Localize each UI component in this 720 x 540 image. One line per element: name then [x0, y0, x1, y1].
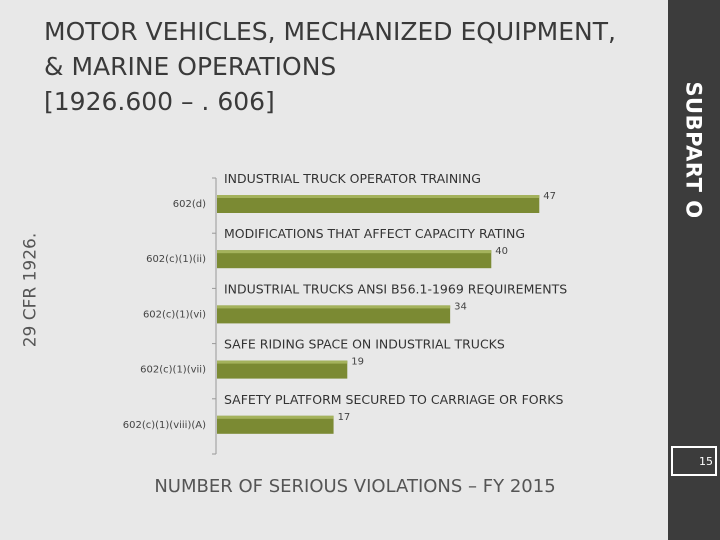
bar-title-label: SAFE RIDING SPACE ON INDUSTRIAL TRUCKS [224, 336, 505, 352]
data-label: 47 [543, 191, 557, 202]
bar-title-label: INDUSTRIAL TRUCK OPERATOR TRAINING [224, 171, 481, 186]
data-label: 40 [495, 246, 509, 258]
subpart-label-wrap [668, 0, 720, 300]
bar-highlight [217, 195, 539, 198]
category-label: 602(c)(1)(ii) [146, 254, 206, 266]
subpart-label: SUBPART O [682, 81, 706, 219]
title-line-2: & MARINE OPERATIONS [44, 52, 337, 81]
page-number-box [671, 446, 717, 476]
bar-highlight [217, 361, 347, 364]
cfr-label: 29 CFR 1926. [20, 232, 41, 348]
category-label: 602(d) [172, 199, 206, 210]
bar-highlight [217, 416, 334, 419]
chart-axis-title: NUMBER OF SERIOUS VIOLATIONS – FY 2015 [154, 476, 556, 497]
bar-highlight [217, 305, 450, 308]
bar-title-label: SAFETY PLATFORM SECURED TO CARRIAGE OR FORKS [224, 391, 564, 407]
category-label: 602(c)(1)(vi) [142, 309, 206, 321]
title-line-3: [1926.600 – . 606] [44, 87, 275, 116]
data-label: 34 [454, 301, 467, 313]
page-number: 15 [699, 454, 713, 468]
title-line-1: MOTOR VEHICLES, MECHANIZED EQUIPMENT, [44, 17, 616, 46]
data-label: 19 [351, 356, 365, 368]
bar-highlight [217, 250, 491, 253]
bar-title-label: INDUSTRIAL TRUCKS ANSI B56.1-1969 REQUIREMENTS [224, 281, 568, 297]
bar-title-label: MODIFICATIONS THAT AFFECT CAPACITY RATING [224, 226, 526, 242]
category-label: 602(c)(1)(vii) [140, 364, 206, 376]
data-label: 17 [337, 411, 351, 423]
category-label: 602(c)(1)(viii)(A) [122, 419, 206, 431]
